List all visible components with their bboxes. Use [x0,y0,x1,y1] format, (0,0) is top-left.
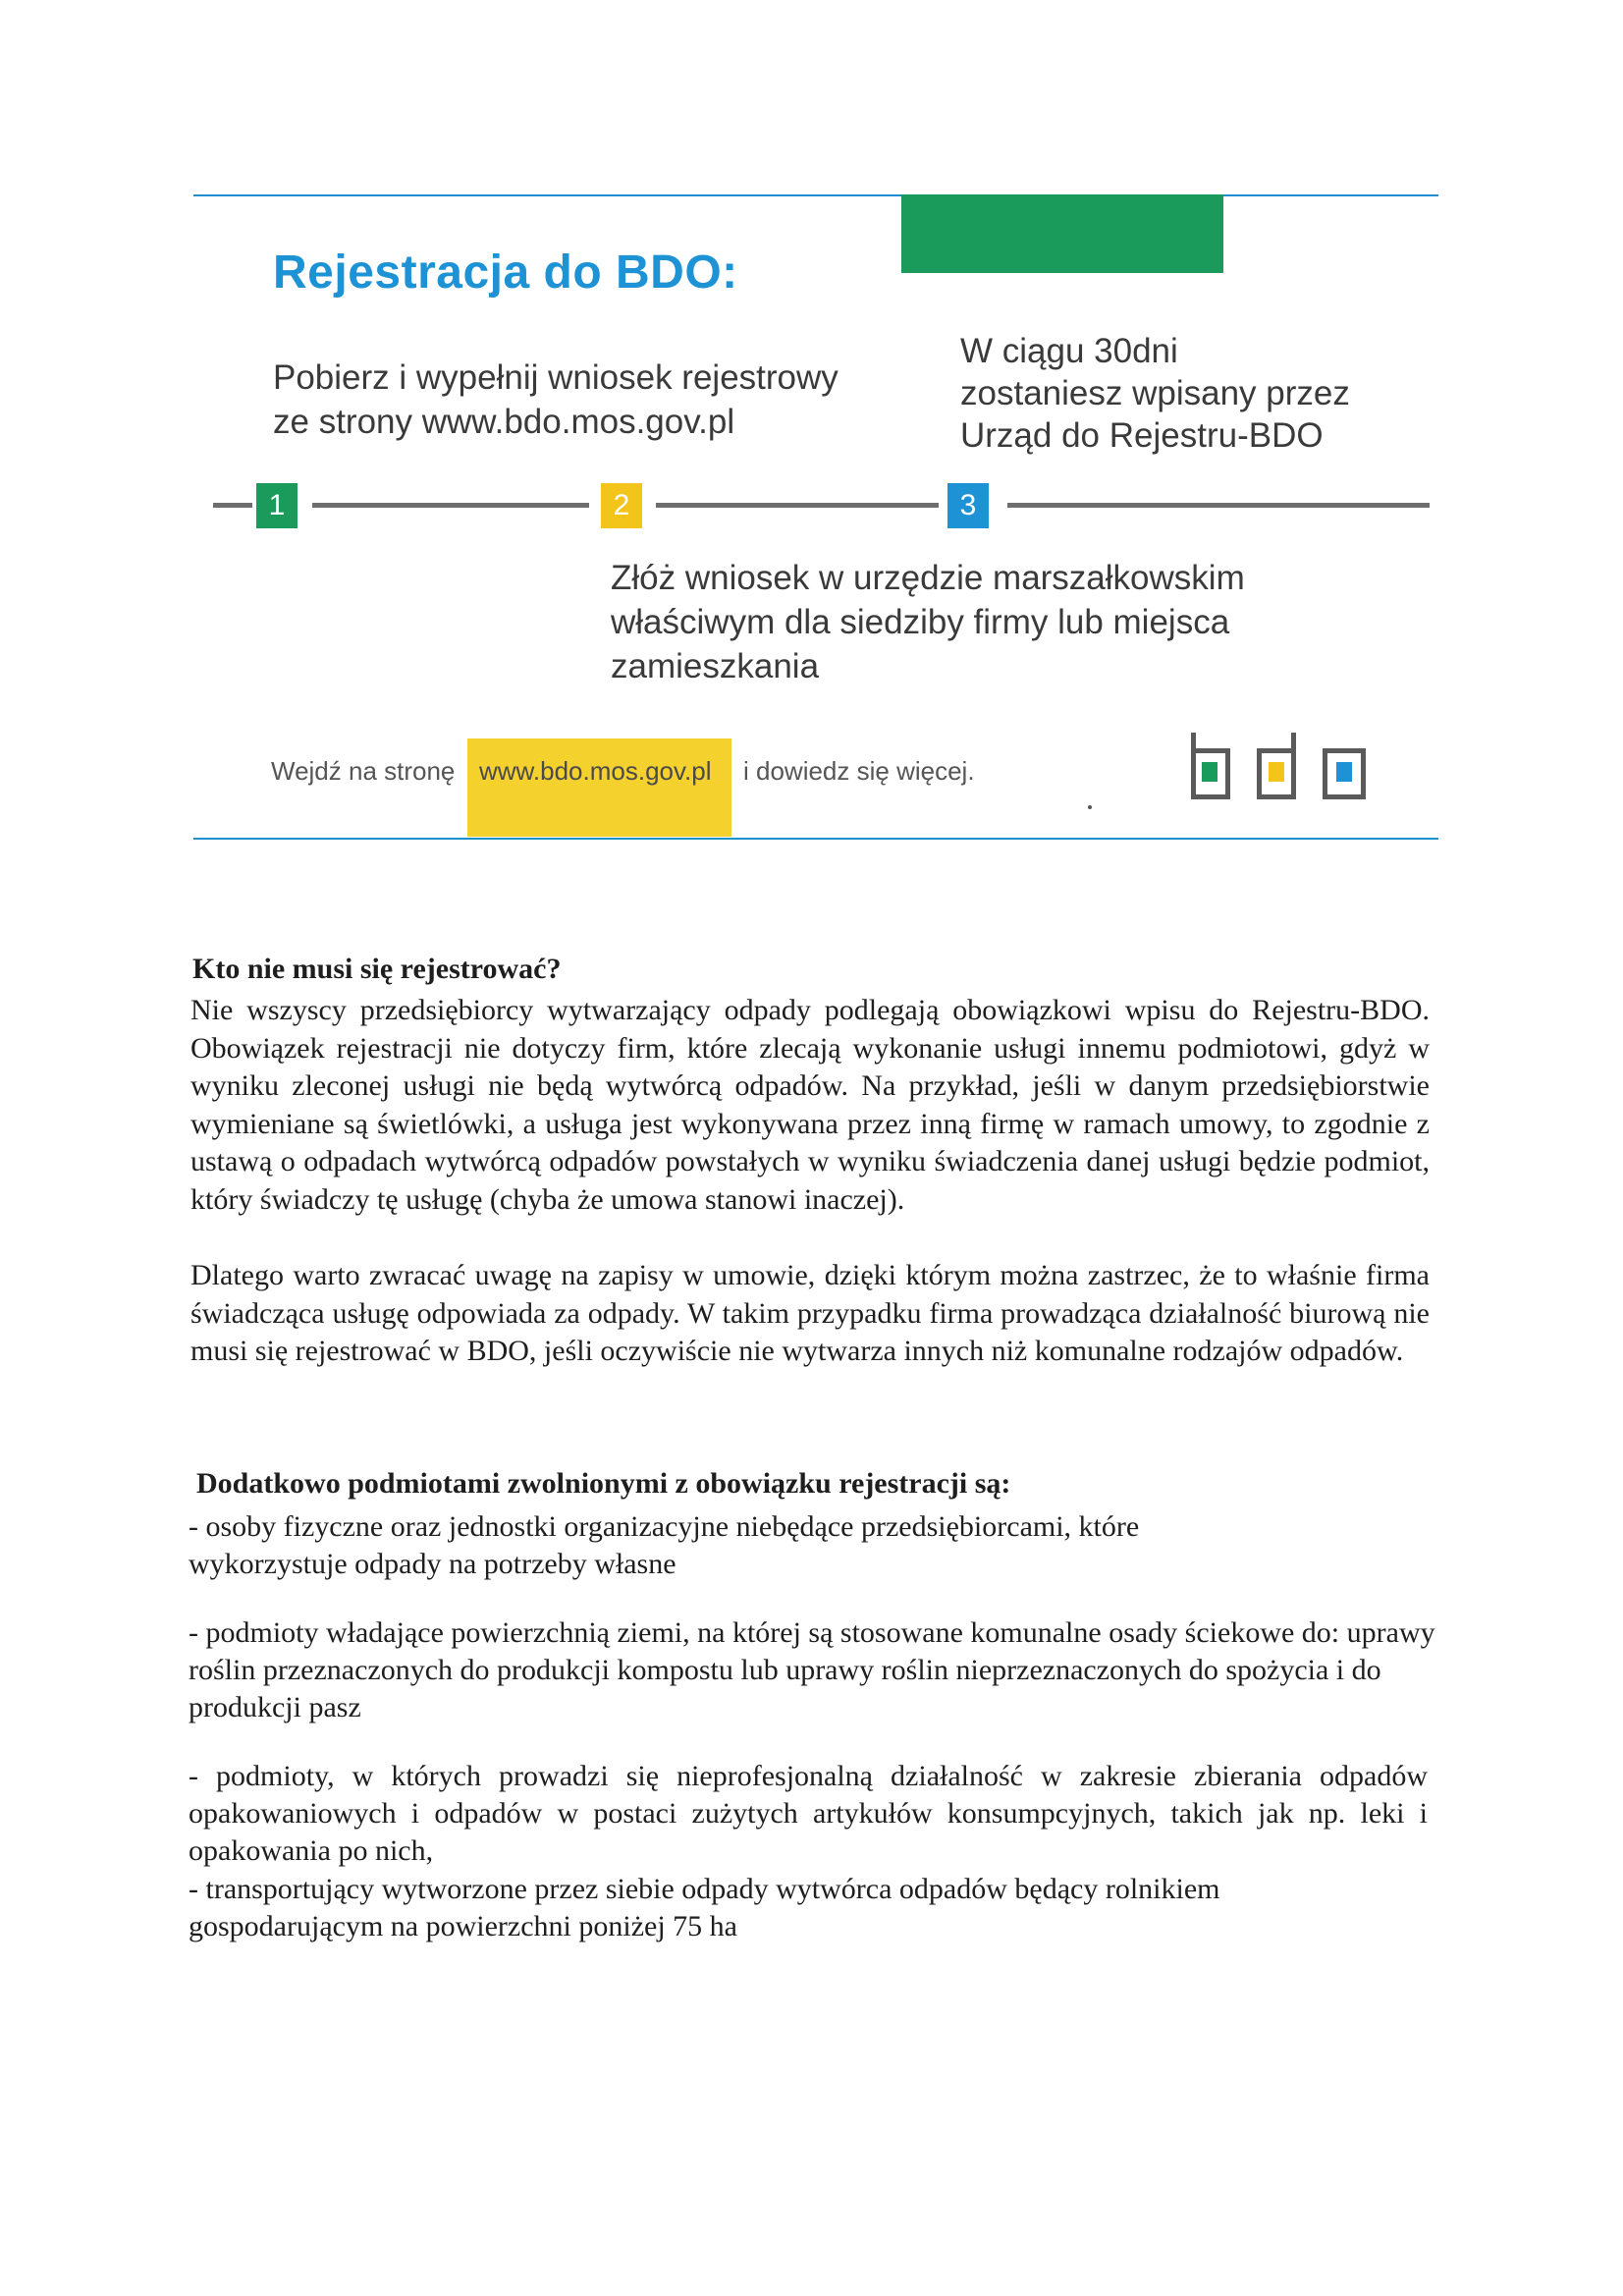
green-accent-block [901,194,1223,273]
timeline-segment [213,503,252,508]
step2-line1: Złóż wniosek w urzędzie marszałkowskim [611,559,1245,597]
step1-marker: 1 [256,483,298,528]
step2-text [611,556,1245,688]
footer-suffix: i dowiedz się więcej. [743,756,975,786]
url-highlight [467,738,731,837]
section1-heading: Kto nie musi się rejestrować? [192,953,562,985]
footer-url-link[interactable]: www.bdo.mos.gov.pl [479,756,712,786]
infographic-title: Rejestracja do BDO: [273,246,738,299]
timeline-segment [312,503,589,508]
list-item: - podmioty, w których prowadzi się nieprofesjonalną działalność w zakresie zbierania odpadów opakowaniowych i odpadów w postaci zużytych artykułów konsumpcyjnych, takich jak np. leki i opakowania po nich, [189,1760,1428,1867]
section2-heading: Dodatkowo podmiotami zwolnionymi z obowiązku rejestracji są: [196,1467,1011,1500]
timeline-segment [656,503,939,508]
list-item: - osoby fizyczne oraz jednostki organizacyjne niebędące przedsiębiorcami, które wykorzystuje odpady na potrzeby własne [189,1510,1140,1580]
bdo-logo-icon [1183,727,1399,805]
step2-line2: właściwym dla siedziby firmy lub miejsca [611,603,1230,641]
list-item: - transportujący wytworzone przez siebie odpady wytwórca odpadów będący rolnikiem gospodarującym na powierzchni poniżej 75 ha [189,1873,1220,1942]
step1-line2: ze strony www.bdo.mos.gov.pl [273,403,735,441]
section1-paragraph2: Dlatego warto zwracać uwagę na zapisy w umowie, dzięki którym można zastrzec, że to właśnie firma świadcząca usługę odpowiada za odpady. W takim przypadku firma prowadząca działalność biurową nie musi się rejestrować w BDO, jeśli oczywiście nie wytwarza innych niż komunalne rodzajów odpadów. [190,1259,1430,1367]
footer-prefix: Wejdź na stronę [271,756,456,786]
step2-marker: 2 [601,483,642,528]
step1-line1: Pobierz i wypełnij wniosek rejestrowy [273,358,839,397]
step1-text [273,355,839,444]
step3-line3: Urząd do Rejestru-BDO [960,416,1324,455]
section1-paragraph1: Nie wszyscy przedsiębiorcy wytwarzający odpady podlegają obowiązkowi wpisu do Rejestru-BDO. Obowiązek rejestracji nie dotyczy firm, które zlecają wykonanie usługi innemu podmiotowi, gdyż w wyniku zleconej usługi nie będą wytwórcą odpadów. Na przykład, jeśli w danym przedsiębiorstwie wymieniane są świetlówki, a usługa jest wykonywana przez inną firmę w ramach umowy, to zgodnie z ustawą o odpadach wytwórcą odpadów powstałych w wyniku świadczenia danej usługi będzie podmiot, który świadczy tę usługę (chyba że umowa stanowi inaczej). [190,994,1430,1216]
list-item: - podmioty władające powierzchnią ziemi, na której są stosowane komunalne osady ściekowe do: uprawy roślin przeznaczonych do produkcji kompostu lub uprawy roślin nieprzeznaczonych do spożycia i do produkcji pasz [189,1616,1435,1723]
step3-marker: 3 [947,483,989,528]
step3-text [960,330,1350,457]
timeline-segment [1007,503,1430,508]
step3-line2: zostaniesz wpisany przez [960,374,1350,412]
bdo-logo [1183,727,1399,805]
speck [1088,805,1092,809]
bottom-rule [193,838,1438,840]
step3-line1: W ciągu 30dni [960,332,1178,370]
step2-line3: zamieszkania [611,647,820,685]
top-rule [193,194,1438,196]
